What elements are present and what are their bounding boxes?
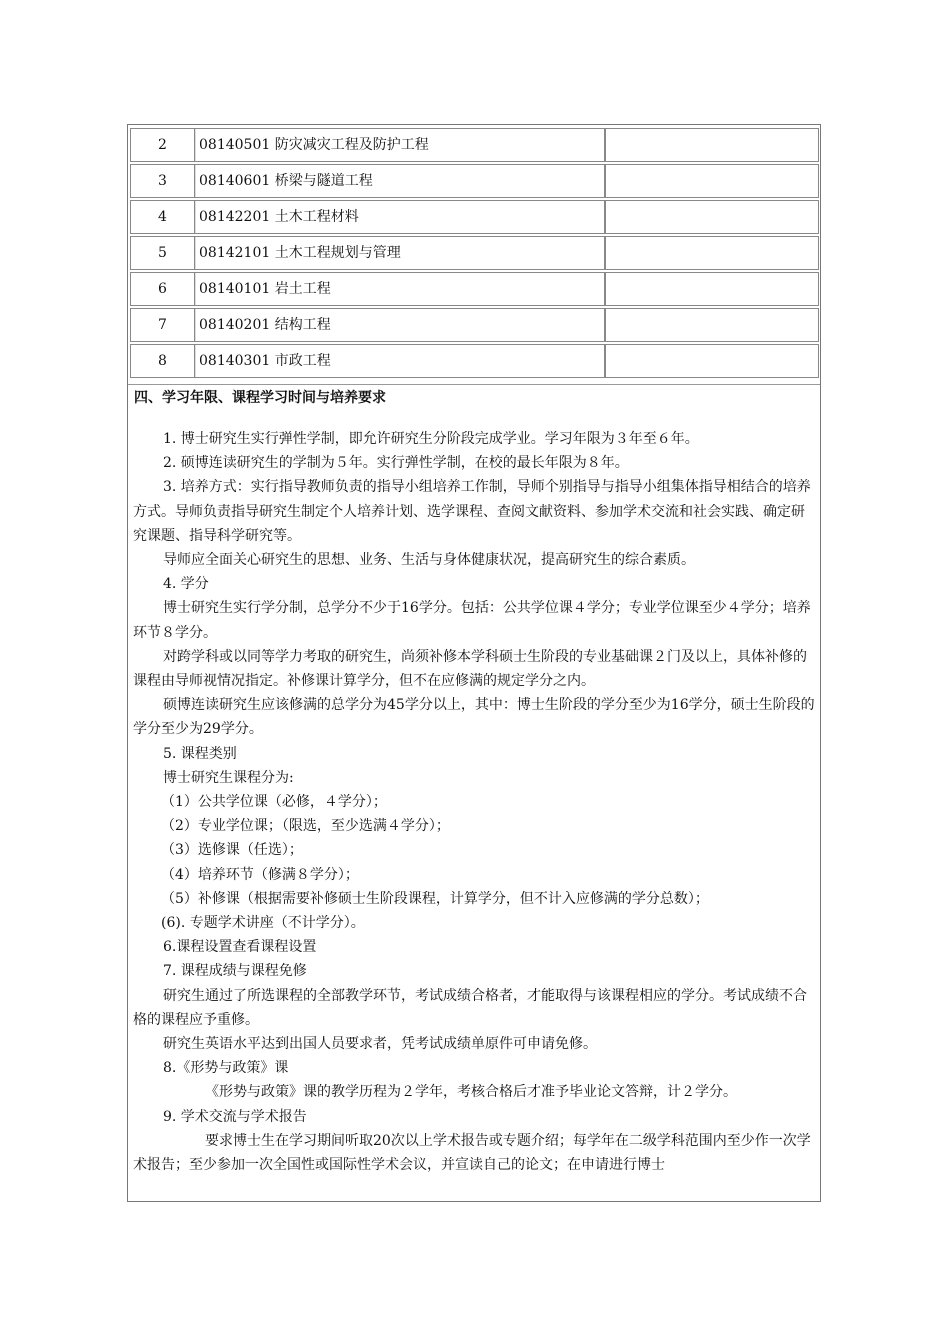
- empty-cell: [605, 200, 819, 234]
- list-item: （5）补修课（根据需要补修硕士生阶段课程，计算学分，但不计入应修满的学分总数）；: [161, 890, 709, 907]
- row-number: 7: [130, 308, 194, 342]
- empty-cell: [605, 272, 819, 306]
- paragraph: 8.《形势与政策》课: [163, 1060, 289, 1077]
- document-frame: [127, 124, 821, 1202]
- paragraph: 1. 博士研究生实行弹性学制，即允许研究生分阶段完成学业。学习年限为３年至６年。: [163, 431, 699, 447]
- paragraph: 研究生通过了所选课程的全部教学环节，考试成绩合格者，才能取得与该课程相应的学分。考试成绩不合格的课程应予重修。: [133, 987, 807, 1028]
- paragraph: 6.课程设置查看课程设置: [163, 939, 317, 956]
- paragraph: 博士研究生实行学分制，总学分不少于16学分。包括：公共学位课４学分；专业学位课至少４学分；培养环节８学分。: [133, 600, 811, 641]
- row-number: 8: [130, 344, 194, 378]
- paragraph: 导师应全面关心研究生的思想、业务、生活与身体健康状况，提高研究生的综合素质。: [163, 552, 695, 569]
- list-item: （1）公共学位课（必修，４学分）；: [161, 794, 387, 811]
- table-row: [130, 308, 818, 344]
- table-row: [130, 200, 818, 236]
- major-code-name: 08142101 土木工程规划与管理: [194, 236, 605, 270]
- list-item: （3）选修课（任选）；: [161, 842, 303, 859]
- section-heading: 四、学习年限、课程学习时间与培养要求: [134, 390, 386, 406]
- empty-cell: [605, 164, 819, 198]
- row-number: 3: [130, 164, 194, 198]
- paragraph: 研究生英语水平达到出国人员要求者，凭考试成绩单原件可申请免修。: [163, 1036, 597, 1053]
- section-divider: [128, 384, 820, 385]
- table-row: [130, 236, 818, 272]
- paragraph: 《形势与政策》课的教学历程为２学年，考核合格后才准予毕业论文答辩，计２学分。: [205, 1084, 737, 1101]
- row-number: 6: [130, 272, 194, 306]
- empty-cell: [605, 344, 819, 378]
- empty-cell: [605, 128, 819, 162]
- row-number: 5: [130, 236, 194, 270]
- empty-cell: [605, 308, 819, 342]
- row-number: 2: [130, 128, 194, 162]
- paragraph: 7. 课程成绩与课程免修: [163, 963, 307, 980]
- paragraph: 2. 硕博连读研究生的学制为５年。实行弹性学制，在校的最长年限为８年。: [163, 455, 629, 472]
- major-code-name: 08142201 土木工程材料: [194, 200, 605, 234]
- paragraph: 对跨学科或以同等学力考取的研究生，尚须补修本学科硕士生阶段的专业基础课２门及以上，具体补修的课程由导师视情况指定。补修课计算学分，但不在应修满的规定学分之内。: [133, 648, 807, 690]
- list-item: （2）专业学位课；（限选，至少选满４学分）；: [161, 818, 450, 835]
- paragraph: 4. 学分: [163, 576, 209, 593]
- empty-cell: [605, 236, 819, 270]
- paragraph: 5. 课程类别: [163, 745, 237, 762]
- major-code-name: 08140501 防灾减灾工程及防护工程: [194, 128, 605, 162]
- major-code-name: 08140101 岩土工程: [194, 272, 605, 306]
- table-row: [130, 164, 818, 200]
- row-number: 4: [130, 200, 194, 234]
- section-body: [133, 427, 817, 1177]
- paragraph: 3. 培养方式：实行指导教师负责的指导小组培养工作制，导师个别指导与指导小组集体指导相结合的培养方式。导师负责指导研究生制定个人培养计划、选学课程、查阅文献资料、参加学术交流和社会实践、确定研究课题、指导科学研究等。: [133, 479, 811, 544]
- table-row: [130, 128, 818, 164]
- table-row: [130, 344, 818, 380]
- paragraph: 硕博连读研究生应该修满的总学分为45学分以上，其中：博士生阶段的学分至少为16学分，硕士生阶段的学分至少为29学分。: [133, 697, 815, 738]
- paragraph: 要求博士生在学习期间听取20次以上学术报告或专题介绍；每学年在二级学科范围内至少作一次学术报告；至少参加一次全国性或国际性学术会议，并宣读自己的论文；在申请进行博士: [133, 1132, 811, 1174]
- paragraph: 博士研究生课程分为:: [163, 769, 294, 786]
- list-item: （4）培养环节（修满８学分）；: [161, 866, 359, 883]
- major-code-name: 08140601 桥梁与隧道工程: [194, 164, 605, 198]
- major-code-name: 08140201 结构工程: [194, 308, 605, 342]
- major-code-name: 08140301 市政工程: [194, 344, 605, 378]
- table-row: [130, 272, 818, 308]
- paragraph: 9. 学术交流与学术报告: [163, 1108, 307, 1125]
- list-item: (6). 专题学术讲座（不计学分）。: [161, 915, 365, 932]
